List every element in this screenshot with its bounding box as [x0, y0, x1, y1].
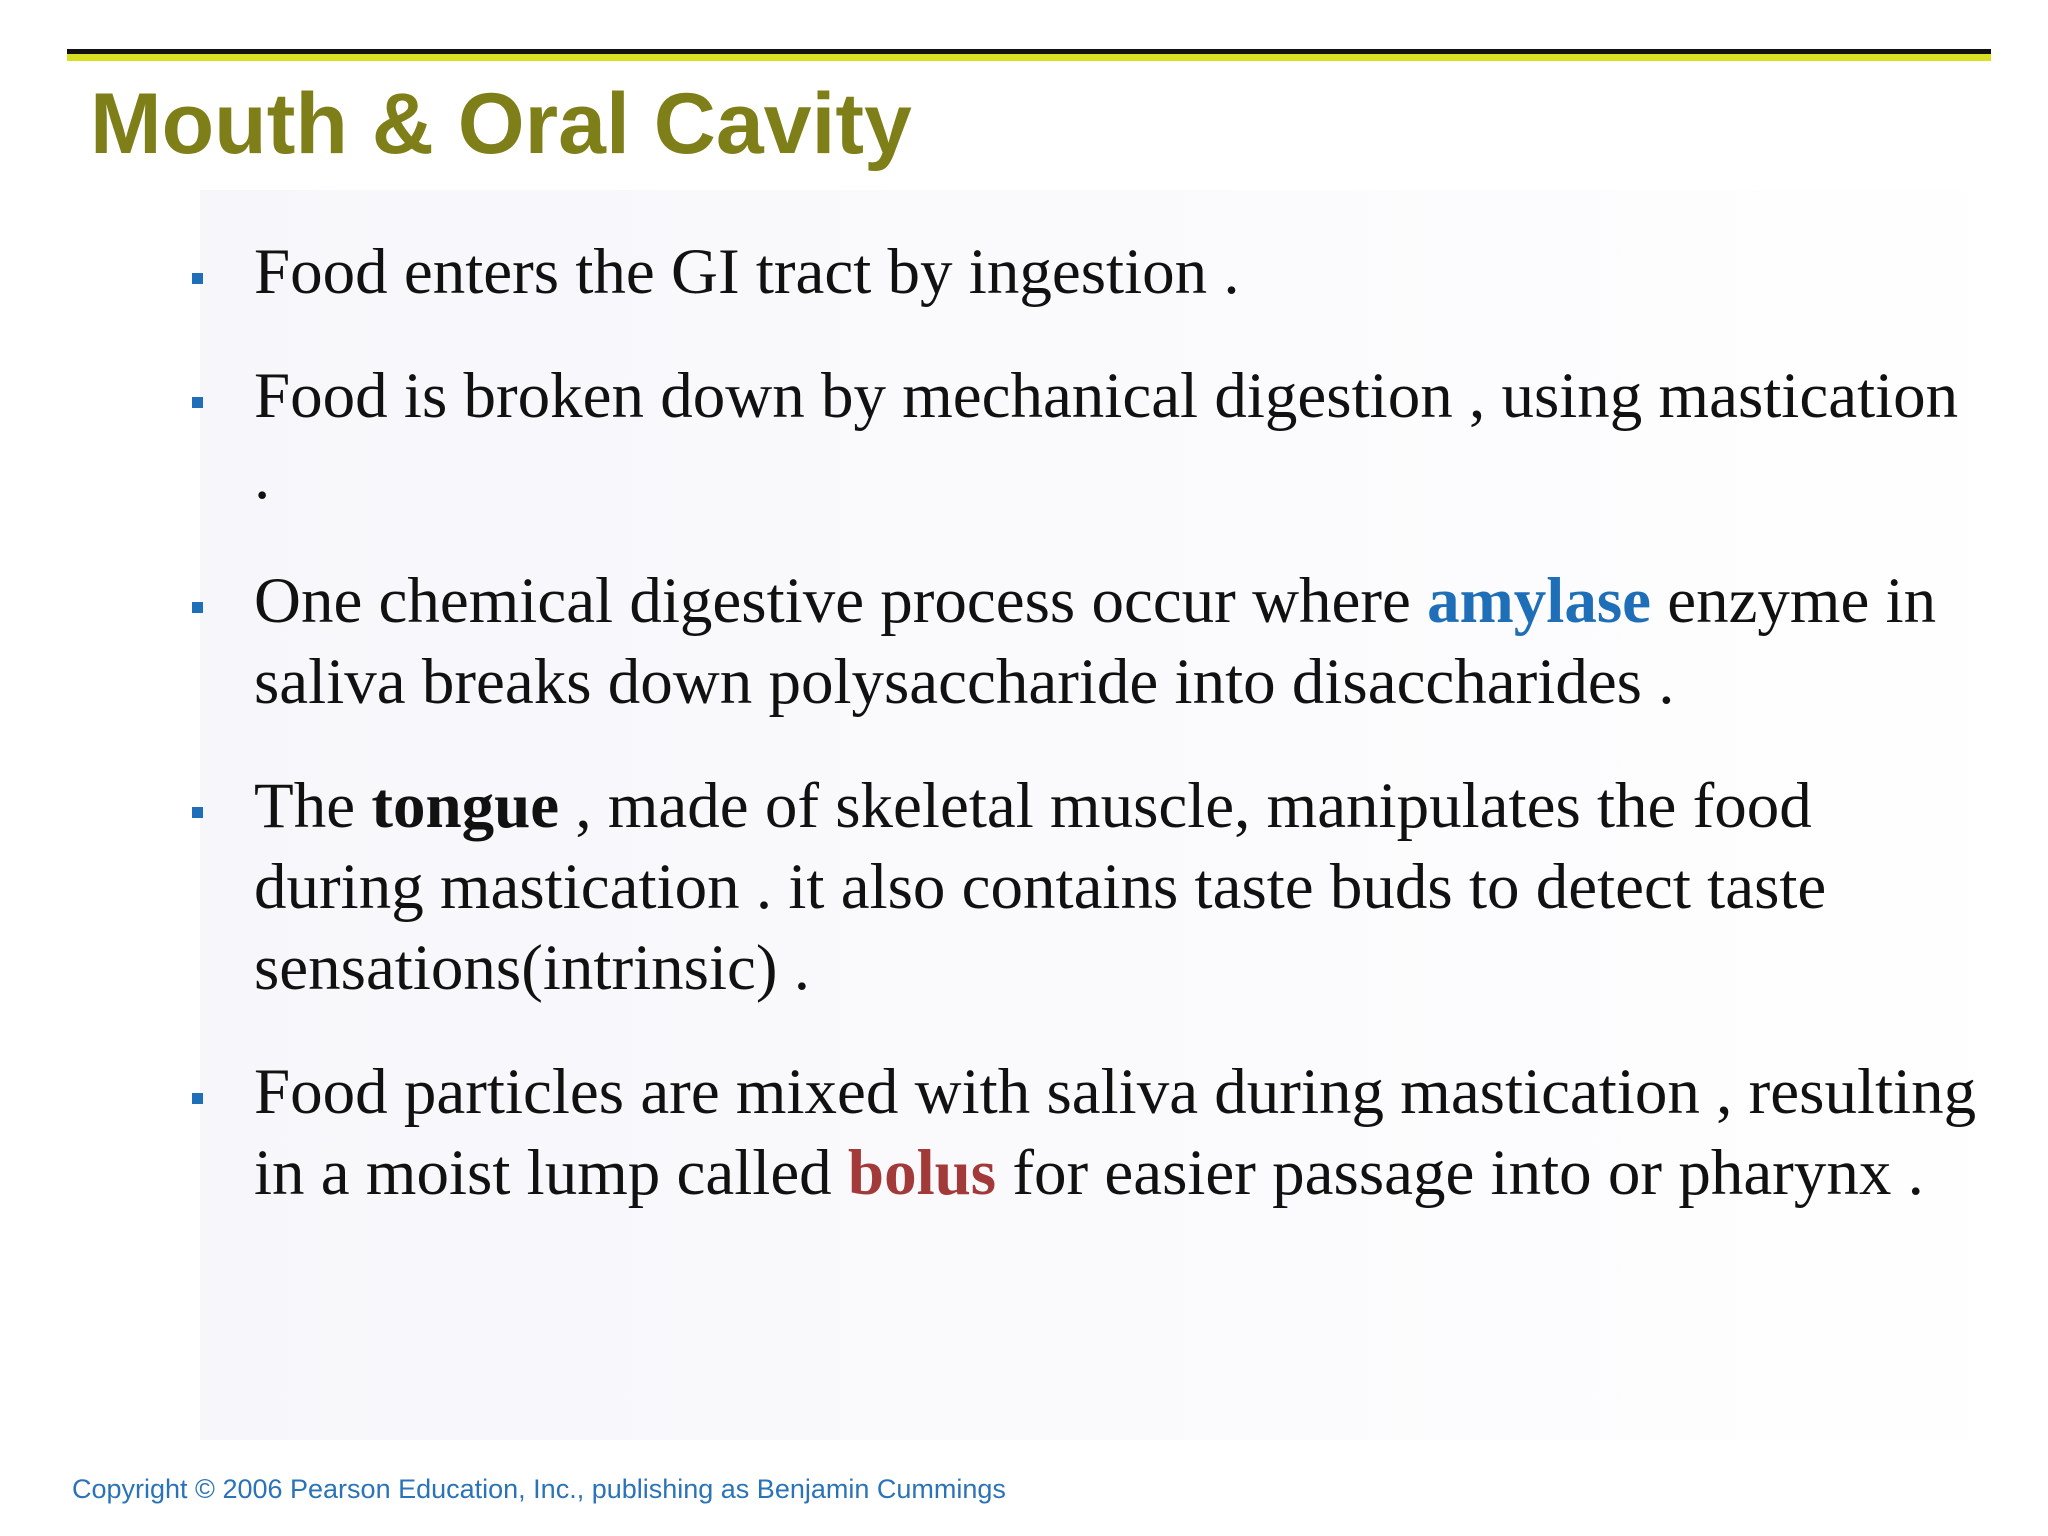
- copyright-notice: Copyright © 2006 Pearson Education, Inc., publishing as Benjamin Cummings: [72, 1474, 1006, 1504]
- square-bullet-icon: [192, 273, 203, 284]
- bullet-text: Food enters the GI tract by ingestion .: [254, 236, 1240, 308]
- bullet-item: [190, 766, 1990, 1009]
- bullet-item: [190, 561, 1990, 723]
- keyword-bolus: bolus: [847, 1137, 997, 1209]
- bullet-text: Food particles are mixed with saliva during mastication , resulting in a moist lump called: [254, 1056, 1977, 1209]
- bullet-text: for easier passage into or pharynx .: [996, 1137, 1924, 1209]
- square-bullet-icon: [192, 1093, 203, 1104]
- bullet-text: One chemical digestive process occur where: [254, 565, 1428, 637]
- square-bullet-icon: [192, 602, 203, 613]
- bullet-list: [190, 232, 1990, 1214]
- bullet-item: [190, 232, 1990, 313]
- bullet-item: [190, 356, 1990, 518]
- bullet-text: , made of skeletal muscle, manipulates the food during mastication . it also contains taste buds to detect taste sensations(intrinsic) .: [254, 770, 1827, 1004]
- bullet-text: Food is broken down by mechanical digestion , using mastication .: [254, 360, 1959, 513]
- bullet-text: The: [254, 770, 372, 842]
- keyword-tongue: tongue: [371, 770, 560, 842]
- keyword-amylase: amylase: [1427, 565, 1651, 637]
- bullet-text: enzyme in saliva breaks down polysaccharide into disaccharides .: [254, 565, 1937, 718]
- square-bullet-icon: [192, 807, 203, 818]
- bullet-item: [190, 1052, 1990, 1214]
- header-rule-accent: [67, 54, 1991, 61]
- slide-title: Mouth & Oral Cavity: [90, 76, 912, 172]
- square-bullet-icon: [192, 397, 203, 408]
